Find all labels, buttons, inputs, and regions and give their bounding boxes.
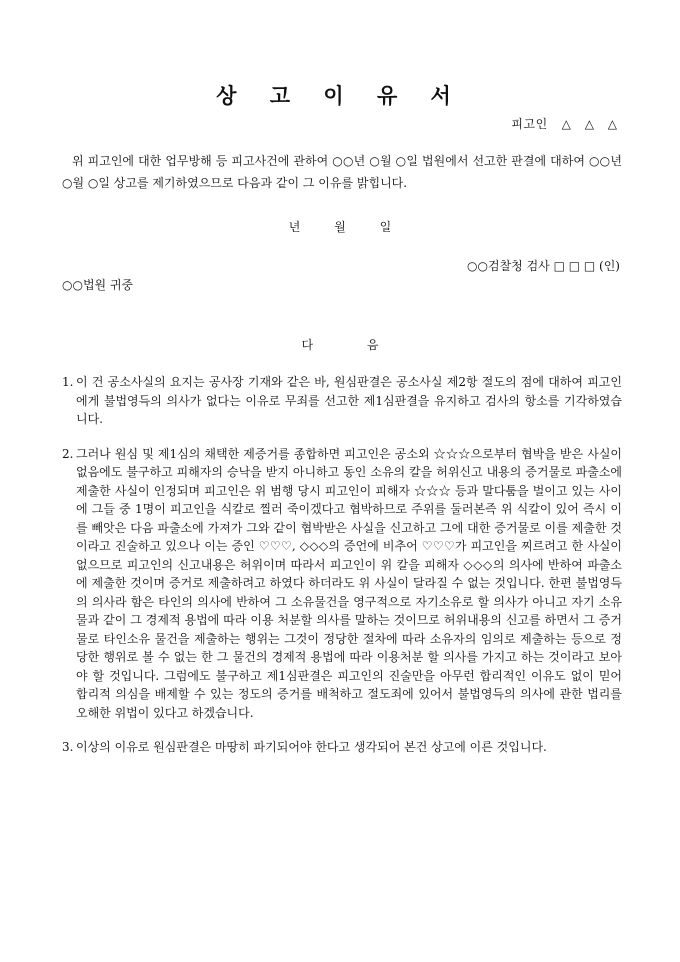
item-number: 2.	[62, 446, 74, 461]
item-text: 이 건 공소사실의 요지는 공사장 기재와 같은 바, 원심판결은 공소사실 제2항 절도의 점에 대하여 피고인에게 불법영득의 의사가 없다는 이유로 무죄를 선고한 제1심판결을 유지하고 검사의 항소를 기각하였습니다.	[76, 375, 622, 426]
defendant-label: 피고인	[511, 117, 548, 131]
list-item	[62, 738, 622, 757]
court-addressee: ○○법원 귀중	[62, 278, 134, 292]
prosecutor-signature: ○○검찰청 검사 □ □ □ (인)	[467, 259, 620, 273]
section-heading: 다 음	[301, 338, 379, 352]
intro-paragraph	[62, 150, 622, 194]
reasons-list	[62, 373, 622, 773]
item-text: 그러나 원심 및 제1심의 채택한 제증거를 종합하면 피고인은 공소외 ☆☆☆으로부터 협박을 받은 사실이 없음에도 불구하고 피해자의 승낙을 받지 아니하고 동인 소유의 칼을 허위신고 내용의 증거물로 파출소에 제출한 사실이 인정되며 피고인은 위 범행 당시 피고인이 피해자 ☆☆☆ 등과 말다툼을 벌이고 있는 사이에 그들 중 1명이 피고인을 식칼로 찔러 죽이겠다고 협박하므로 주위를 둘러본즉 위 식칼이 있어 즉시 이를 빼앗은 다음 파출소에 가져가 그와 같이 협박받은 사실을 신고하고 그에 대한 증거물로 이를 제출한 것이라고 진술하고 있으나 이는 증인 ♡♡♡, ◇◇◇의 증언에 비추어 ♡♡♡가 피고인을 찌르려고 한 사실이 없으므로 피고인의 신고내용은 허위이며 따라서 피고인이 위 칼을 피해자 ◇◇◇의 의사에 반하여 파출소에 제출한 것이며 증거로 제출하려고 하였다 하더라도 위 사실이 달라질 수 없는 것입니다. 한편 불법영득의 의사라 함은 타인의 의사에 반하여 그 소유물건을 영구적으로 자기소유로 할 의사가 아니고 자기 소유물과 같이 그 경제적 용법에 따라 이용 처분할 의사를 말하는 것이므로 허위내용의 신고를 하면서 그 증거물로 타인소유 물건을 제출하는 행위는 그것이 정당한 절차에 따라 소유자의 임의로 제출하는 등으로 정당한 행위로 볼 수 없는 한 그 물건의 경제적 용법에 따라 이용처분 할 의사를 가지고 하는 것이라고 보아야 할 것입니다. 그럼에도 불구하고 제1심판결은 피고인의 진술만을 아무런 합리적인 이유도 없이 믿어 합리적 의심을 배제할 수 있는 정도의 증거를 배척하고 절도죄에 있어서 불법영득의 의사에 관한 법리를 오해한 위법이 있다고 하겠습니다.	[76, 446, 622, 720]
list-item	[62, 373, 622, 429]
document-title: 상 고 이 유 서	[216, 83, 464, 108]
item-number: 3.	[62, 740, 74, 754]
item-text: 이상의 이유로 원심판결은 마땅히 파기되어야 한다고 생각되어 본건 상고에 이른 것입니다.	[76, 740, 547, 754]
defendant-line	[511, 115, 622, 132]
intro-text: 위 피고인에 대한 업무방해 등 피고사건에 관하여 ○○년 ○월 ○일 법원에서 선고한 판결에 대하여 ○○년 ○월 ○일 상고를 제기하였으므로 다음과 같이 그 이유를 밝힙니다.	[62, 154, 622, 190]
defendant-name-marks: △ △ △	[561, 117, 622, 131]
item-number: 1.	[62, 375, 74, 389]
date-line: 년 월 일	[288, 220, 392, 234]
list-item	[62, 445, 622, 723]
